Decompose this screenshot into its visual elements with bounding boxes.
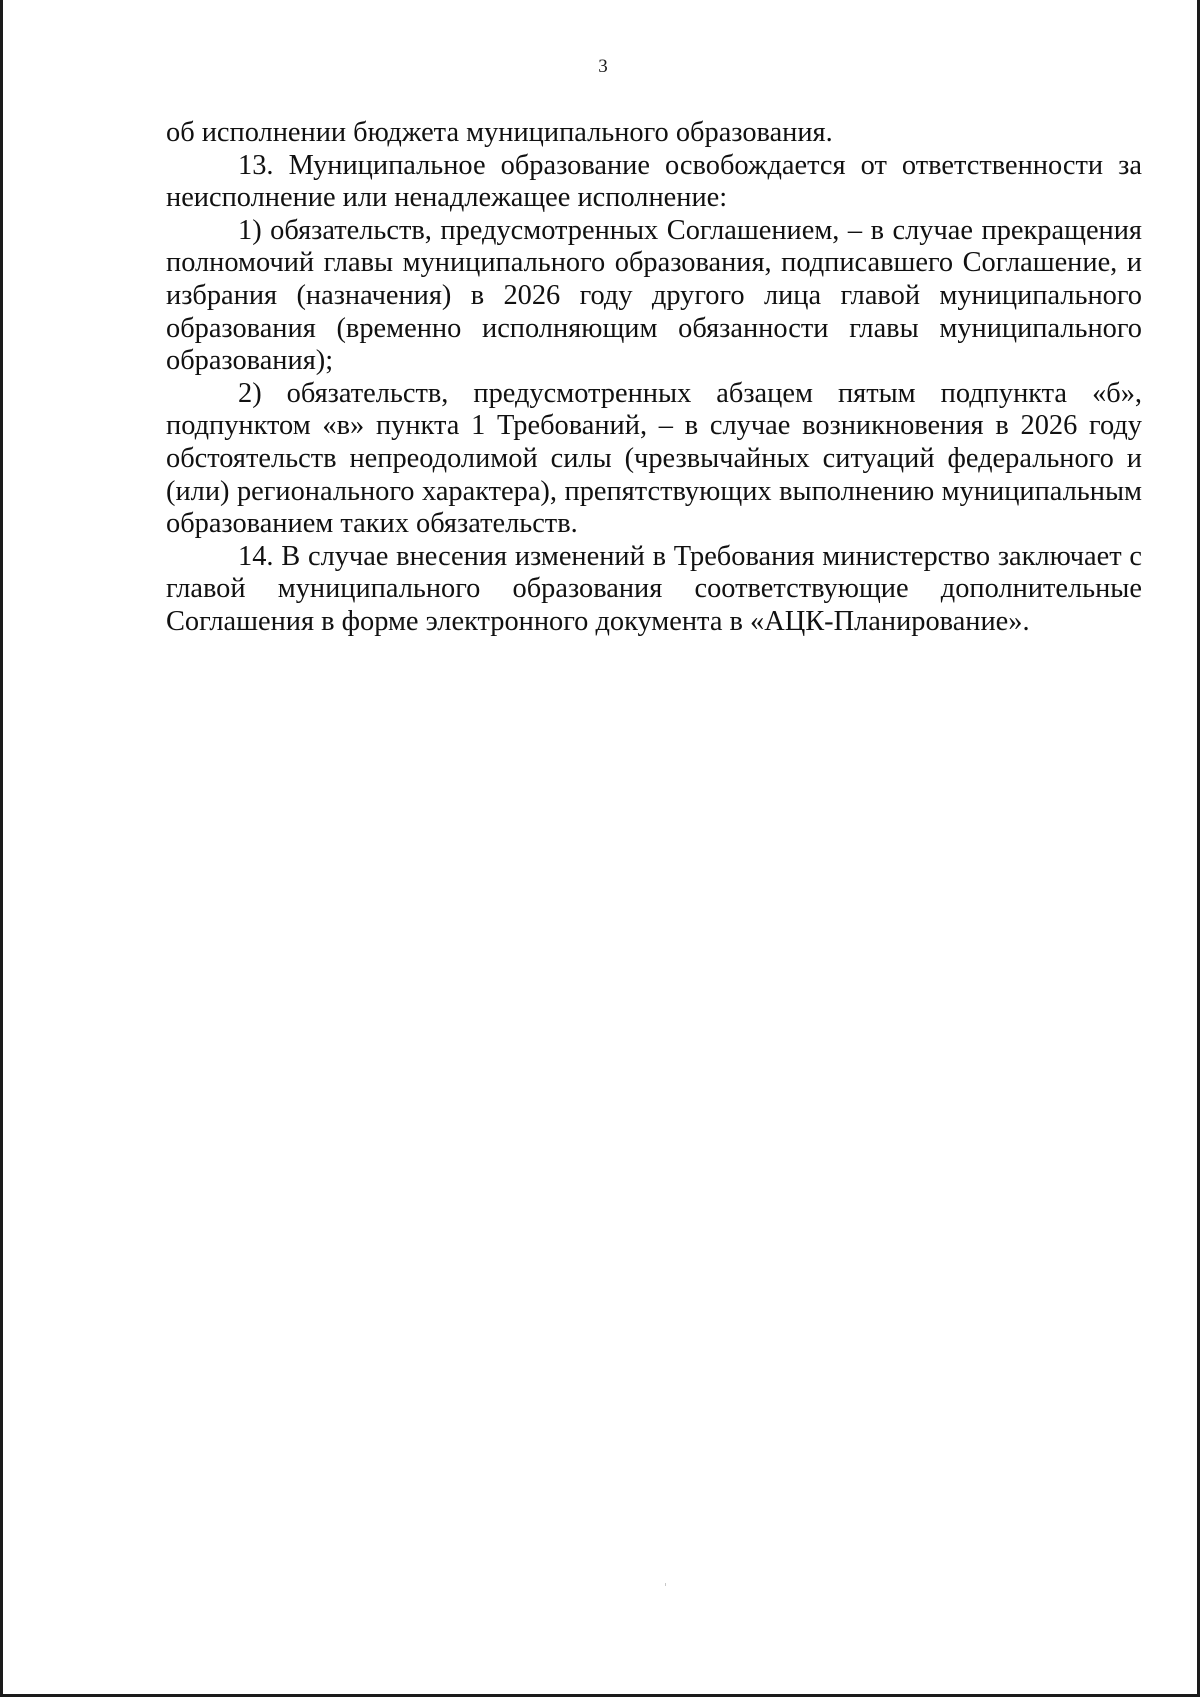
paragraph-item-13: 13. Муниципальное образование освобождается от ответственности за неисполнение или ненадлежащее исполнение: xyxy=(166,149,1142,214)
document-body xyxy=(166,117,1142,639)
paragraph-subitem-2: 2) обязательств, предусмотренных абзацем пятым подпункта «б», подпунктом «в» пункта 1 Требований, – в случае возникновения в 2026 году обстоятельств непреодолимой силы (чрезвычайных ситуаций федерального и (или) регионального характера), препятствующих выполнению муниципальным образованием таких обязательств. xyxy=(166,377,1142,540)
paragraph-continuation: об исполнении бюджета муниципального образования. xyxy=(166,117,833,148)
paragraph-subitem-1: 1) обязательств, предусмотренных Соглашением, – в случае прекращения полномочий главы муниципального образования, подписавшего Соглашение, и избрания (назначения) в 2026 году другого лица главой муниципального образования (временно исполняющим обязанности главы муниципального образования); xyxy=(166,214,1142,377)
page-number: 3 xyxy=(598,56,608,77)
scan-artifact xyxy=(665,1583,666,1586)
paragraph-item-14: 14. В случае внесения изменений в Требования министерство заключает с главой муниципального образования соответствующие дополнительные Соглашения в форме электронного документа в «АЦК-Планирование». xyxy=(166,540,1142,637)
